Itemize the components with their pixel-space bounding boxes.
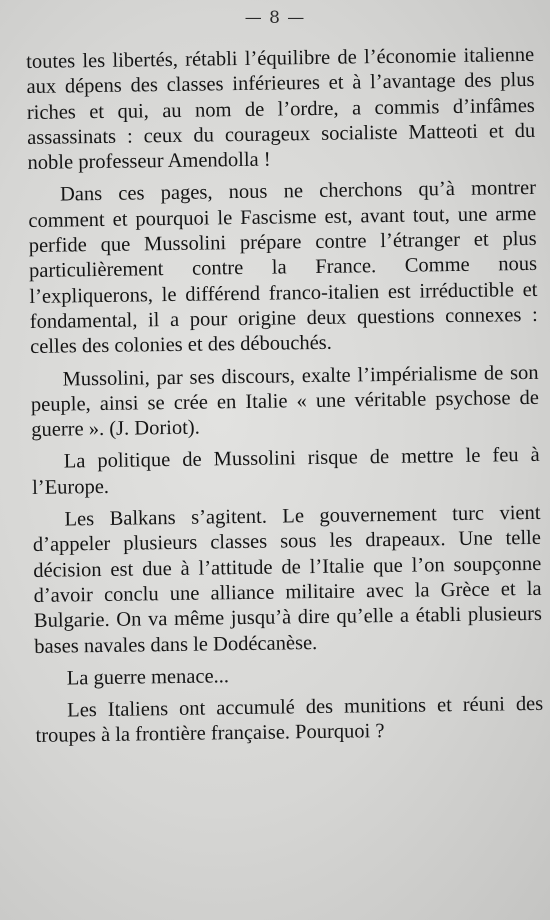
paragraph-italian-troops: Les Italiens ont accumulé des munitions et réuni des troupes à la frontière française. Pourquoi ?: [35, 692, 544, 748]
paragraph-war-threat: La guerre menace...: [66, 665, 230, 690]
paragraph-balkans: Les Balkans s’agitent. Le gouvernement turc vient d’appeler plusieurs classes sous les drapeaux. Une telle décision est due à l’attitude de l’Italie que l’on soupçonne d’avoir conclu une alliance militaire avec la Grèce et la Bulgarie. On va même jusqu’à dire qu’elle a établi plusieurs bases navales dans le Dodécanèse.: [32, 501, 543, 658]
body-text: [26, 43, 544, 757]
paragraph-continued: toutes les libertés, rétabli l’équilibre de l’économie italienne aux dépens des classes inférieures et à l’avantage des plus riches et qui, au nom de l’ordre, a commis d’infâmes assassinats : ceux du courageux socialiste Matteoti et du noble professeur Amendolla !: [26, 43, 536, 175]
paragraph-policy-risk: La politique de Mussolini risque de mettre le feu à l’Europe.: [31, 444, 540, 499]
page-number: — 8 —: [244, 8, 306, 28]
paragraph-fascism-purpose: Dans ces pages, nous ne cherchons qu’à montrer comment et pourquoi le Fascisme est, avant tout, une arme perfide que Mussolini prépare contre l’étranger et plus particulièrement contre la France. Comme nous l’expliquerons, le différend franco-italien est irréductible et fondamental, il a pour origine deux questions connexes : celles des colonies et des débouchés.: [28, 177, 538, 359]
paragraph-imperialism: Mussolini, par ses discours, exalte l’impérialisme de son peuple, ainsi se crée en Italie « une véritable psychose de guerre ». (J. Doriot).: [30, 361, 540, 442]
